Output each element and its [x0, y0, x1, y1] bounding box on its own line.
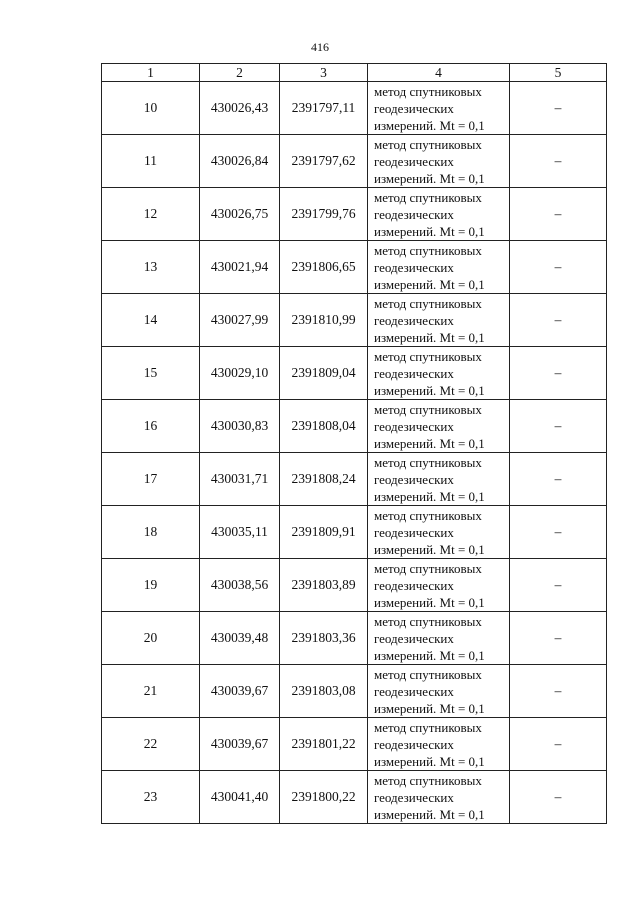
point-number-cell: 18 — [102, 506, 200, 559]
y-coordinate-cell: 2391806,65 — [280, 241, 368, 294]
x-coordinate-cell: 430026,43 — [200, 82, 280, 135]
method-line: метод спутниковых — [374, 401, 482, 417]
table-row — [102, 453, 607, 506]
method-line: метод спутниковых — [374, 136, 482, 152]
method-line: геодезических — [374, 100, 454, 116]
point-number-cell: 11 — [102, 135, 200, 188]
header-col-4: 4 — [368, 64, 510, 82]
method-line: метод спутниковых — [374, 242, 482, 258]
method-line: геодезических — [374, 259, 454, 275]
method-line: геодезических — [374, 206, 454, 222]
method-cell — [368, 400, 510, 453]
x-coordinate-cell: 430031,71 — [200, 453, 280, 506]
method-line: измерений. Mt = 0,1 — [374, 594, 485, 610]
method-line: метод спутниковых — [374, 83, 482, 99]
note-cell: – — [510, 347, 607, 400]
note-cell: – — [510, 188, 607, 241]
note-cell: – — [510, 135, 607, 188]
x-coordinate-cell: 430041,40 — [200, 771, 280, 824]
y-coordinate-cell: 2391803,08 — [280, 665, 368, 718]
x-coordinate-cell: 430039,67 — [200, 665, 280, 718]
method-line: измерений. Mt = 0,1 — [374, 329, 485, 345]
note-cell: – — [510, 82, 607, 135]
method-line: измерений. Mt = 0,1 — [374, 117, 485, 133]
method-line: геодезических — [374, 630, 454, 646]
y-coordinate-cell: 2391809,04 — [280, 347, 368, 400]
y-coordinate-cell: 2391808,04 — [280, 400, 368, 453]
method-cell — [368, 612, 510, 665]
method-line: геодезических — [374, 789, 454, 805]
method-line: метод спутниковых — [374, 613, 482, 629]
page-number: 416 — [311, 40, 329, 54]
method-line: геодезических — [374, 736, 454, 752]
y-coordinate-cell: 2391809,91 — [280, 506, 368, 559]
y-coordinate-cell: 2391803,36 — [280, 612, 368, 665]
note-cell: – — [510, 559, 607, 612]
method-cell — [368, 506, 510, 559]
point-number-cell: 13 — [102, 241, 200, 294]
x-coordinate-cell: 430027,99 — [200, 294, 280, 347]
table-row — [102, 612, 607, 665]
point-number-cell: 15 — [102, 347, 200, 400]
method-cell — [368, 241, 510, 294]
method-line: геодезических — [374, 153, 454, 169]
method-line: измерений. Mt = 0,1 — [374, 647, 485, 663]
table-row — [102, 506, 607, 559]
method-line: геодезических — [374, 577, 454, 593]
header-col-5: 5 — [510, 64, 607, 82]
method-line: измерений. Mt = 0,1 — [374, 700, 485, 716]
table-row — [102, 188, 607, 241]
header-col-2: 2 — [200, 64, 280, 82]
table-row — [102, 241, 607, 294]
method-line: измерений. Mt = 0,1 — [374, 276, 485, 292]
table-row — [102, 718, 607, 771]
point-number-cell: 19 — [102, 559, 200, 612]
point-number-cell: 10 — [102, 82, 200, 135]
y-coordinate-cell: 2391797,11 — [280, 82, 368, 135]
method-cell — [368, 135, 510, 188]
note-cell: – — [510, 665, 607, 718]
method-line: метод спутниковых — [374, 507, 482, 523]
note-cell: – — [510, 612, 607, 665]
x-coordinate-cell: 430026,84 — [200, 135, 280, 188]
method-cell — [368, 771, 510, 824]
header-col-1: 1 — [102, 64, 200, 82]
method-cell — [368, 559, 510, 612]
x-coordinate-cell: 430029,10 — [200, 347, 280, 400]
method-line: измерений. Mt = 0,1 — [374, 488, 485, 504]
method-line: геодезических — [374, 312, 454, 328]
note-cell: – — [510, 400, 607, 453]
point-number-cell: 23 — [102, 771, 200, 824]
x-coordinate-cell: 430021,94 — [200, 241, 280, 294]
note-cell: – — [510, 294, 607, 347]
table-row — [102, 665, 607, 718]
point-number-cell: 21 — [102, 665, 200, 718]
method-line: метод спутниковых — [374, 719, 482, 735]
table-row — [102, 559, 607, 612]
method-line: геодезических — [374, 418, 454, 434]
coordinates-table — [101, 63, 607, 824]
table-body — [102, 82, 607, 824]
point-number-cell: 20 — [102, 612, 200, 665]
method-line: метод спутниковых — [374, 560, 482, 576]
point-number-cell: 12 — [102, 188, 200, 241]
table-row — [102, 82, 607, 135]
x-coordinate-cell: 430030,83 — [200, 400, 280, 453]
method-line: измерений. Mt = 0,1 — [374, 382, 485, 398]
method-line: геодезических — [374, 683, 454, 699]
method-line: геодезических — [374, 524, 454, 540]
note-cell: – — [510, 771, 607, 824]
y-coordinate-cell: 2391810,99 — [280, 294, 368, 347]
method-line: метод спутниковых — [374, 454, 482, 470]
method-cell — [368, 453, 510, 506]
note-cell: – — [510, 453, 607, 506]
method-line: геодезических — [374, 471, 454, 487]
method-line: измерений. Mt = 0,1 — [374, 753, 485, 769]
method-cell — [368, 665, 510, 718]
method-cell — [368, 718, 510, 771]
y-coordinate-cell: 2391799,76 — [280, 188, 368, 241]
method-cell — [368, 82, 510, 135]
method-line: метод спутниковых — [374, 772, 482, 788]
method-cell — [368, 294, 510, 347]
note-cell: – — [510, 718, 607, 771]
table-row — [102, 771, 607, 824]
y-coordinate-cell: 2391800,22 — [280, 771, 368, 824]
method-line: метод спутниковых — [374, 666, 482, 682]
x-coordinate-cell: 430038,56 — [200, 559, 280, 612]
y-coordinate-cell: 2391808,24 — [280, 453, 368, 506]
method-line: метод спутниковых — [374, 295, 482, 311]
point-number-cell: 14 — [102, 294, 200, 347]
x-coordinate-cell: 430039,67 — [200, 718, 280, 771]
method-cell — [368, 188, 510, 241]
note-cell: – — [510, 241, 607, 294]
point-number-cell: 22 — [102, 718, 200, 771]
header-col-3: 3 — [280, 64, 368, 82]
method-line: геодезических — [374, 365, 454, 381]
x-coordinate-cell: 430026,75 — [200, 188, 280, 241]
table-row — [102, 294, 607, 347]
y-coordinate-cell: 2391797,62 — [280, 135, 368, 188]
table-row — [102, 135, 607, 188]
table-row — [102, 347, 607, 400]
method-cell — [368, 347, 510, 400]
y-coordinate-cell: 2391801,22 — [280, 718, 368, 771]
method-line: измерений. Mt = 0,1 — [374, 223, 485, 239]
method-line: измерений. Mt = 0,1 — [374, 435, 485, 451]
method-line: метод спутниковых — [374, 189, 482, 205]
point-number-cell: 16 — [102, 400, 200, 453]
y-coordinate-cell: 2391803,89 — [280, 559, 368, 612]
header-row — [102, 64, 607, 82]
method-line: измерений. Mt = 0,1 — [374, 806, 485, 822]
point-number-cell: 17 — [102, 453, 200, 506]
table-row — [102, 400, 607, 453]
method-line: метод спутниковых — [374, 348, 482, 364]
x-coordinate-cell: 430035,11 — [200, 506, 280, 559]
method-line: измерений. Mt = 0,1 — [374, 541, 485, 557]
note-cell: – — [510, 506, 607, 559]
x-coordinate-cell: 430039,48 — [200, 612, 280, 665]
method-line: измерений. Mt = 0,1 — [374, 170, 485, 186]
